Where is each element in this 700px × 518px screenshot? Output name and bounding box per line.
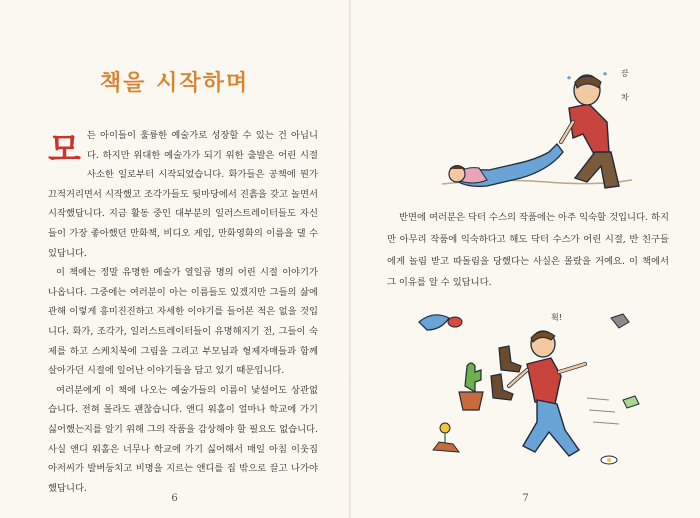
page-title: 책을 시작하며: [99, 71, 250, 96]
right-paragraph: 반면에 여러분은 닥터 수스의 작품에는 아주 익숙할 것입니다. 하지만 아무리 작품에 익숙하다고 해도 닥터 수스가 어린 시절, 반 친구들에게 놀림 받고 따돌림을 당했다는 사실은 몰랐을 거예요. 이 책에서 그 이유를 알 수 있답니다.: [387, 212, 669, 289]
right-page: [351, 0, 700, 518]
right-body-text: [387, 207, 669, 294]
paragraph-1: [48, 126, 318, 263]
page-number-left: 6: [171, 493, 178, 504]
page-number-right: 7: [522, 493, 529, 504]
sound-effect-1a: 끙: [621, 69, 629, 78]
sound-effect-1: [621, 62, 633, 110]
drop-cap: 모: [48, 130, 81, 170]
dragging-illustration: [437, 52, 637, 202]
running-boy-illustration: [409, 300, 654, 475]
sound-effect-1b: 차: [621, 93, 629, 102]
left-page: [0, 0, 349, 518]
paragraph-1-text: 든 아이들이 훌륭한 예술가로 성장할 수 있는 건 아닙니다. 하지만 위대한 예술가가 되기 위한 출발은 어린 시절 사소한 일로부터 시작되었습니다. 화가들은 공책에 뭔가 끄적거리면서 시작했고 조각가들도 뒷마당에서 진흙을 갖고 놀면서 시작했답니다. 지금 활동 중인 대부분의 일러스트레이터들도 자신들이 가장 좋아했던 만화책, 비디오 게임, 만화영화의 이름을 댈 수 있답니다.: [48, 130, 318, 259]
left-body-text: [48, 126, 318, 498]
paragraph-3: 여러분에게 이 책에 나오는 예술가들의 이름이 낯설어도 상관없습니다. 전혀 몰라도 괜찮습니다. 앤디 워홀이 얼마나 학교에 가기 싫어했는지를 알기 위해 그의 작품을 감상해야 할 필요도 없습니다. 사실 앤디 워홀은 너무나 학교에 가기 싫어해서 매일 아침 이웃집 아저씨가 발버둥치고 비명을 지르는 앤디를 집 밖으로 끌고 나가야 했답니다.: [48, 384, 318, 494]
sound-effect-2: 휙!: [551, 313, 562, 322]
paragraph-2: 이 책에는 정말 유명한 예술가 열일곱 명의 어린 시절 이야기가 나옵니다. 그중에는 여러분이 아는 이름들도 있겠지만 그들의 삶에 관해 이렇게 흥미진진하고 자세한 이야기를 들어본 적은 없을 것입니다. 화가, 조각가, 일러스트레이터들이 유명해지기 전, 그들이 숙제를 하고 스케치북에 그림을 그리고 부모님과 형제자매들과 함께 살아가던 시절에 일어난 이야기들을 담고 있기 때문입니다.: [48, 267, 318, 377]
